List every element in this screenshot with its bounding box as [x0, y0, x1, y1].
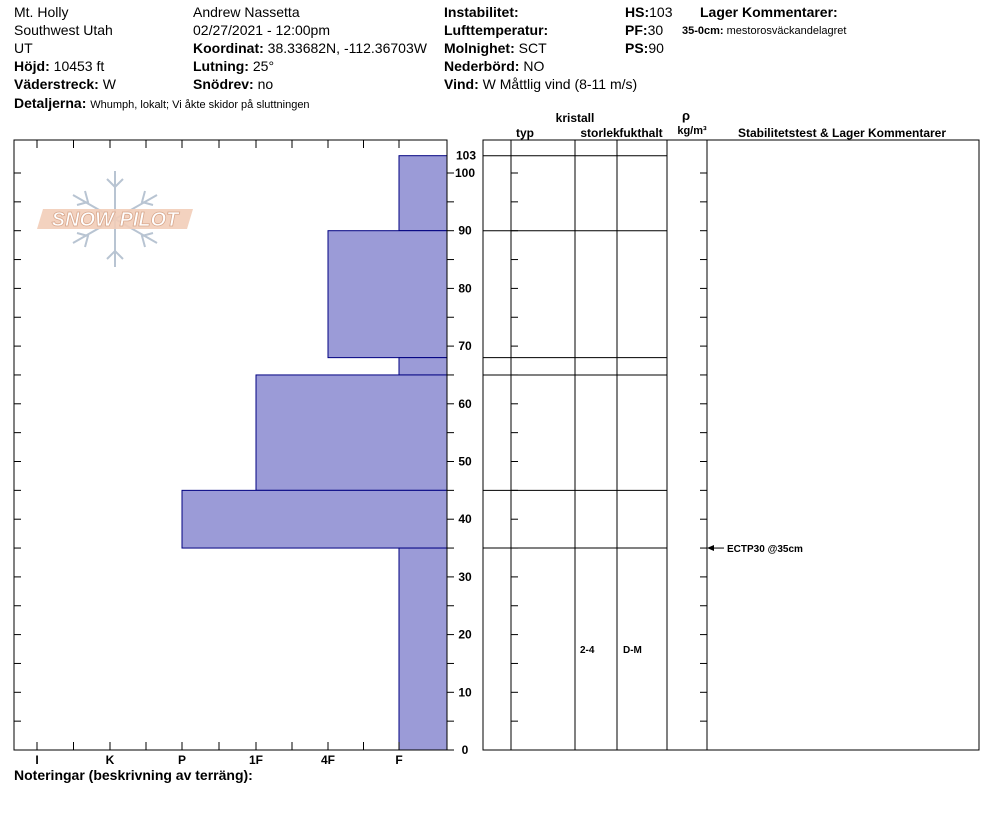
coordinates-value: 38.33682N, -112.36703W	[267, 40, 427, 56]
y-tick-label: 60	[458, 396, 472, 411]
hs-label: HS:	[625, 4, 650, 20]
pf-label: PF:	[625, 22, 648, 38]
column-header-type: typ	[516, 126, 534, 140]
y-tick-label: 100	[454, 166, 476, 180]
observation-datetime: 02/27/2021 - 12:00pm	[193, 22, 330, 38]
y-tick-label: 10	[458, 685, 472, 700]
location-name: Mt. Holly	[14, 4, 69, 20]
hs-value: 103	[649, 4, 673, 20]
air-temperature-label: Lufttemperatur:	[444, 22, 549, 38]
x-tick-label: I	[35, 753, 39, 767]
layer-cell-values	[580, 645, 642, 656]
slope-value: 25°	[252, 58, 275, 74]
slope-label: Lutning:	[193, 58, 249, 74]
y-tick-label: 30	[458, 569, 472, 584]
column-header-size: storlek	[580, 126, 620, 140]
precipitation-value: NO	[523, 58, 545, 74]
hardness-layer-bar	[256, 375, 447, 490]
y-tick-label: 90	[458, 223, 472, 238]
wind-value: W Måttlig vind (8-11 m/s)	[482, 76, 638, 92]
notes-label: Noteringar (beskrivning av terräng):	[14, 767, 253, 783]
column-header-moisture: fukthalt	[619, 126, 663, 140]
y-tick-label: 80	[458, 281, 472, 296]
aspect-value: W	[102, 76, 116, 92]
precipitation-label: Nederbörd:	[444, 58, 520, 74]
hardness-layers	[182, 156, 447, 750]
details-label: Detaljerna:	[14, 95, 87, 111]
hardness-layer-bar	[399, 156, 447, 231]
y-top-label: 103	[455, 148, 477, 163]
drift-label: Snödrev:	[193, 76, 254, 92]
state-name: UT	[14, 40, 33, 56]
instability-label: Instabilitet:	[444, 4, 519, 20]
hardness-layer-bar	[399, 358, 447, 375]
stability-test-marks	[707, 544, 803, 555]
layer-comment-text: mestorosväckandelagret	[726, 25, 847, 37]
hardness-layer-bar	[399, 548, 447, 750]
y-tick-label: 20	[458, 627, 472, 642]
column-header-stability: Stabilitetstest & Lager Kommentarer	[737, 126, 947, 140]
drift-value: no	[257, 76, 274, 92]
stability-test-label: ECTP30 @35cm	[727, 544, 803, 556]
pf-value: 30	[647, 22, 664, 38]
layer-table-ticks	[511, 173, 707, 750]
y-tick-label: 50	[458, 454, 472, 469]
x-tick-label: F	[395, 753, 403, 767]
logo-text: SNOW PILOT	[51, 209, 179, 231]
stability-arrow-head	[707, 545, 714, 551]
y-tick-label: 0	[461, 743, 469, 757]
sky-cover-value: SCT	[518, 40, 547, 56]
column-header-density-unit: kg/m³	[677, 125, 707, 137]
sky-cover-label: Molnighet:	[444, 40, 515, 56]
x-tick-label: P	[177, 753, 187, 767]
snowpilot-logo	[37, 171, 193, 267]
wind-label: Vind:	[444, 76, 479, 92]
y-tick-label: 70	[458, 339, 472, 354]
layer-comments-label: Lager Kommentarer:	[700, 4, 838, 20]
ps-value: 90	[648, 40, 664, 56]
elevation-label: Höjd:	[14, 58, 50, 74]
layer-size-value: 2-4	[580, 645, 595, 657]
details-value: Whumph, lokalt; Vi åkte skidor på sluttningen	[90, 99, 310, 111]
elevation-value: 10453 ft	[53, 58, 105, 74]
column-header-rho: ρ	[681, 108, 691, 123]
layer-table-frame	[483, 140, 979, 750]
aspect-label: Väderstreck:	[14, 76, 99, 92]
hardness-layer-bar	[328, 231, 447, 358]
y-tick-label: 40	[458, 512, 472, 527]
column-header-crystal: kristall	[555, 111, 595, 125]
coordinates-label: Koordinat:	[193, 40, 264, 56]
x-tick-label: 1F	[248, 753, 264, 767]
ps-label: PS:	[625, 40, 649, 56]
layer-comment-depth: 35-0cm:	[682, 25, 724, 37]
region-name: Southwest Utah	[14, 22, 113, 38]
observer-name: Andrew Nassetta	[193, 4, 300, 20]
hardness-layer-bar	[182, 490, 447, 548]
x-tick-label: K	[105, 753, 115, 767]
x-tick-label: 4F	[320, 753, 336, 767]
layer-moisture-value: D-M	[623, 645, 642, 657]
